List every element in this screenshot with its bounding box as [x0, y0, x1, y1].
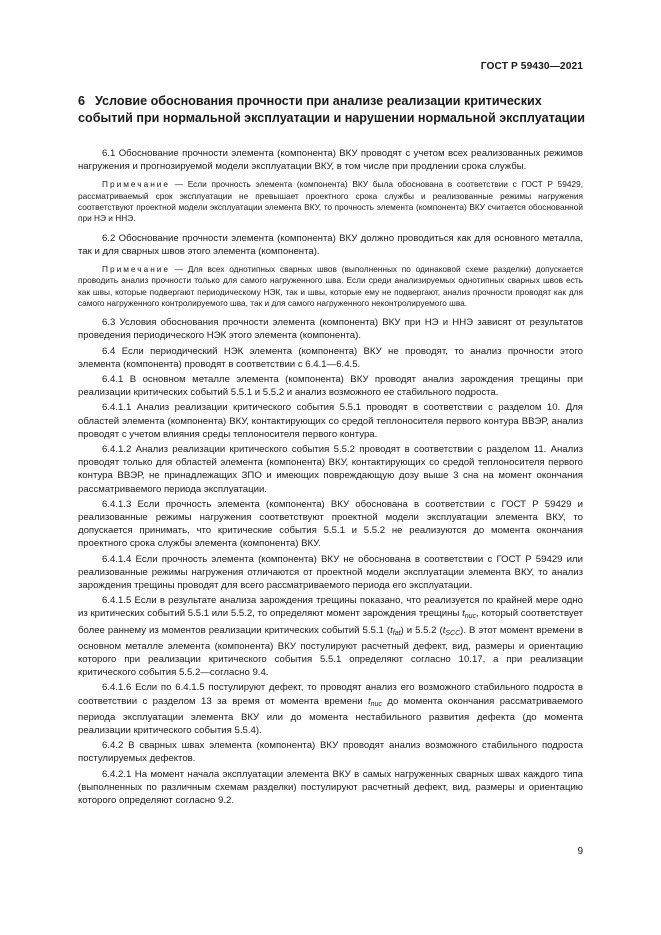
note-label: Примечание [102, 264, 171, 274]
section-heading [78, 93, 588, 127]
text-run: ) и 5.5.2 ( [400, 624, 443, 636]
math-subscript: nuc [370, 700, 382, 708]
note-text: — Для всех однотипных сварных швов (выполненных по одинаковой схеме разделки) допускается проводить анализ прочности только для самого нагруженного шва. Если среди анализируемых однотипных сварных швов есть как швы, которые подвергают периодическому НЭК, так и швы, которые ему не подвергают, анализ прочности проводят как для самого нагруженного контролируемого шва, так и для самого нагруженного неконтролируемого шва. [78, 264, 583, 308]
math-subscript: fat [392, 629, 401, 637]
note-2 [78, 264, 583, 309]
math-t-scc: t [442, 624, 446, 636]
document-body [78, 147, 583, 809]
text-run: , который соответствует более раннему из моментов реализации критических событий 5.5.1 ( [78, 608, 583, 636]
paragraph-6-4-1-2: 6.4.1.2 Анализ реализации критического события 5.5.2 проводят в соответствии с разделом 11. Анализ проводят только для областей элемента (компонента) ВКУ, контактирующих со средой теплоносителя первого контура ВВЭР, не принадлежащих ЗПО и имеющих повреждающую дозу выше 3 сна на момент окончания рассматриваемого периода эксплуатации. [78, 444, 583, 495]
paragraph-6-4-1-6 [78, 681, 583, 737]
text-run: 6.4.1.6 Если по 6.4.1.5 постулируют дефект, то проводят анализ его возможного стабильного подроста в соответствии с разделом 13 за время от момента времени [78, 682, 583, 707]
paragraph-6-4-1-4: 6.4.1.4 Если прочность элемента (компонента) ВКУ не обоснована в соответствии с ГОСТ Р 59429 или реализованные режимы нагружения отличаются от проектной модели эксплуатации элемента ВКУ, то анализ зарождения трещины проводят для всего рассматриваемого периода его эксплуатации. [78, 553, 583, 592]
paragraph-6-4-2-1: 6.4.2.1 На момент начала эксплуатации элемента ВКУ в самых нагруженных сварных швах каждого типа (выполненных по различным схемам разделки) постулируют расчетный дефект, вид, размеры и ориентацию которого определяют согласно 9.2. [78, 768, 583, 807]
paragraph-6-4-1: 6.4.1 В основном металле элемента (компонента) ВКУ проводят анализ зарождения трещины при реализации критических событий 5.5.1 и 5.5.2 и анализ возможного ее стабильного подроста. [78, 374, 583, 399]
text-run: 6.4.1.5 Если в результате анализа зарождения трещины показано, что реализуется по крайней мере одно из критических событий 5.5.1 или 5.5.2, то определяют момент зарождения трещины [78, 595, 583, 620]
paragraph-6-2: 6.2 Обоснование прочности элемента (компонента) ВКУ должно проводиться как для основного металла, так и для сварных швов этого элемента (компонента). [78, 232, 583, 257]
math-t-nuc: t [368, 695, 371, 707]
paragraph-6-4: 6.4 Если периодический НЭК элемента (компонента) ВКУ не проводят, то анализ прочности этого элемента (компонента) проводят в соответствии с 6.4.1—6.4.5. [78, 345, 583, 370]
text-run: до момента окончания рассматриваемого периода эксплуатации элемента ВКУ или до момента нестабильного развития дефекта (до момента реализации критического события 5.5.4). [78, 695, 583, 737]
document-id-header: ГОСТ Р 59430—2021 [480, 61, 583, 72]
paragraph-6-4-1-3: 6.4.1.3 Если прочность элемента (компонента) ВКУ обоснована в соответствии с ГОСТ Р 59429 и реализованные режимы нагружения соответствуют проектной модели эксплуатации элемента ВКУ, то допускается принимать, что критические события 5.5.1 и 5.5.2 не реализуются до момента окончания проектного срока службы элемента (компонента) ВКУ. [78, 498, 583, 550]
paragraph-6-4-2: 6.4.2 В сварных швах элемента (компонента) ВКУ проводят анализ возможного стабильного подроста постулируемых дефектов. [78, 740, 583, 765]
math-t-nuc: t [462, 608, 465, 620]
paragraph-6-4-1-1: 6.4.1.1 Анализ реализации критического события 5.5.1 проводят в соответствии с разделом 10. Для областей элемента (компонента) ВКУ, контактирующих со средой теплоносителя первого контура ВВЭР, анализ проводят с учетом влияния среды теплоносителя первого контура. [78, 402, 583, 440]
note-text: — Если прочность элемента (компонента) ВКУ была обоснована в соответствии с ГОСТ Р 59429, рассматриваемый срок эксплуатации не превышает проектного срока службы и реализованные режимы нагружения соответствуют проектной модели эксплуатации элемента ВКУ, то прочность элемента (компонента) ВКУ считается обоснованной при НЭ и ННЭ. [78, 179, 583, 224]
math-t-fat: t [390, 624, 393, 636]
note-1 [78, 179, 583, 224]
paragraph-6-1: 6.1 Обоснование прочности элемента (компонента) ВКУ проводят с учетом всех реализованных режимов нагружения и прогнозируемой модели эксплуатации ВКУ, в том числе при продлении срока службы. [78, 148, 583, 173]
page-number: 9 [577, 846, 583, 857]
math-subscript: SCC [445, 629, 461, 637]
text-run: ). В этот момент времени в основном металле элемента (компонента) ВКУ постулируют расчетный дефект, вид, размеры и ориентацию которого при реализации критического события 5.5.1 определяют согласно 10.17, а при реализации критического события 5.5.2—согласно 9.4. [78, 624, 583, 679]
math-subscript: nuc [464, 613, 477, 621]
paragraph-6-3: 6.3 Условия обоснования прочности элемента (компонента) ВКУ при НЭ и ННЭ зависят от результатов проведения периодического НЭК этого элемента (компонента). [78, 317, 583, 342]
paragraph-6-4-1-5 [78, 594, 583, 679]
note-label: Примечание [102, 179, 171, 190]
section-number: 6 [78, 94, 86, 108]
section-title: Условие обоснования прочности при анализе реализации критических событий при нормальной эксплуатации и нарушении нормальной эксплуатации [78, 94, 585, 125]
